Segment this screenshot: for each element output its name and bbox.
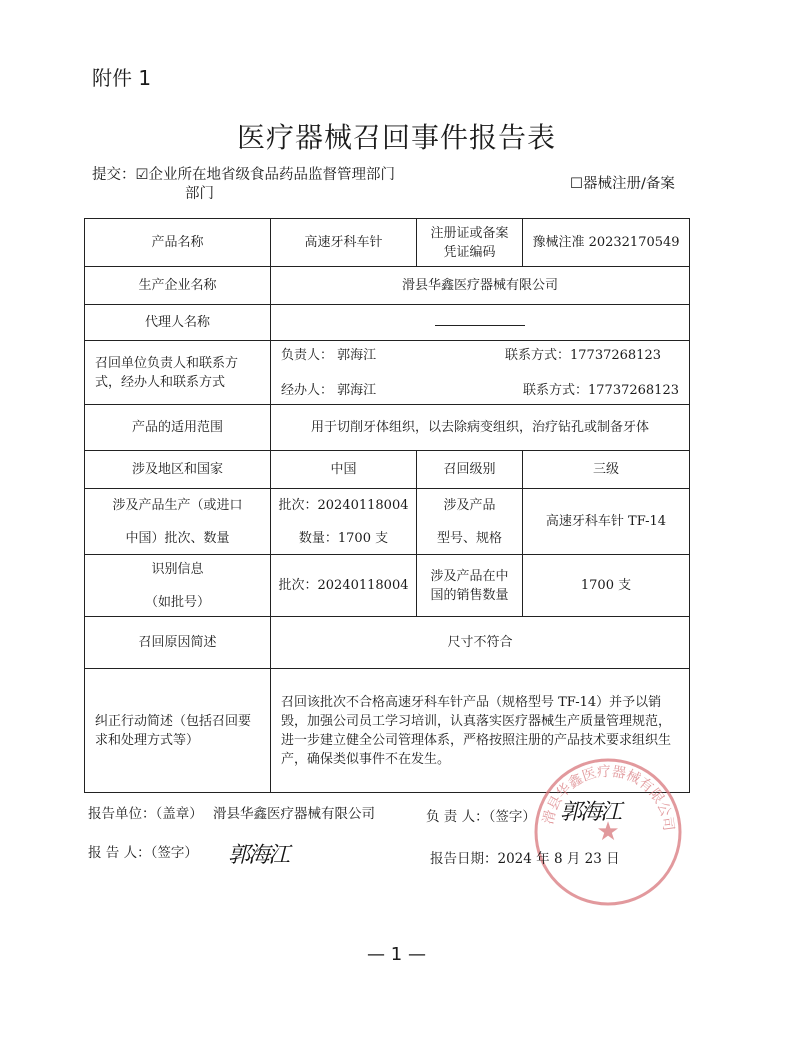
id-info-label-line1: 识别信息 xyxy=(151,561,204,577)
reg-no-value: 豫械注准 20232170549 xyxy=(523,219,690,267)
report-unit-label: 报告单位：（盖章） xyxy=(88,806,203,822)
handler-row xyxy=(277,381,683,400)
sales-label xyxy=(417,555,523,617)
submit-option-line2: 部门 xyxy=(185,186,214,202)
table-row xyxy=(85,617,690,669)
table-row xyxy=(85,341,690,405)
scope-label: 产品的适用范围 xyxy=(85,405,271,451)
recall-level-value: 三级 xyxy=(523,451,690,489)
table-row xyxy=(85,489,690,555)
report-unit-value: 滑县华鑫医疗器械有限公司 xyxy=(213,806,376,822)
agent-blank-line xyxy=(435,315,525,326)
table-row xyxy=(85,555,690,617)
table-row xyxy=(85,451,690,489)
batch-value xyxy=(271,489,417,555)
reg-no-label-line1: 注册证或备案 xyxy=(430,225,509,241)
report-date-label: 报告日期： xyxy=(430,851,498,867)
table-row xyxy=(85,267,690,305)
batch-quantity: 数量：1700 支 xyxy=(298,530,389,546)
model-label-line1: 涉及产品 xyxy=(443,497,496,513)
handler: 经办人： 郭海江 xyxy=(281,382,377,398)
report-date-value: 2024 年 8 月 23 日 xyxy=(497,851,620,867)
submit-label: 提交： xyxy=(92,167,136,183)
attachment-label: 附件 1 xyxy=(92,66,152,90)
manufacturer-value: 滑县华鑫医疗器械有限公司 xyxy=(271,267,690,305)
reason-value: 尺寸不符合 xyxy=(271,617,690,669)
report-date-row xyxy=(430,847,620,867)
registration-option[interactable]: ☐器械注册/备案 xyxy=(570,176,675,192)
product-name-value: 高速牙科车针 xyxy=(271,219,417,267)
page-title: 医疗器械召回事件报告表 xyxy=(236,121,556,154)
manufacturer-label: 生产企业名称 xyxy=(85,267,271,305)
submit-option-provincial[interactable]: ☑企业所在地省级食品药品监督管理部门 xyxy=(135,167,395,183)
model-label-line2: 型号、规格 xyxy=(436,530,502,546)
sales-value: 1700 支 xyxy=(523,555,690,617)
batch-label-line1: 涉及产品生产（或进口 xyxy=(112,497,243,513)
person-in-charge: 负责人： 郭海江 xyxy=(281,347,377,363)
batch-label xyxy=(85,489,271,555)
region-label: 涉及地区和国家 xyxy=(85,451,271,489)
reason-label: 召回原因简述 xyxy=(85,617,271,669)
page-number: — 1 — xyxy=(367,944,426,965)
sales-label-line1: 涉及产品在中 xyxy=(430,568,509,584)
seal-star-icon: ★ xyxy=(596,817,620,847)
model-value: 高速牙科车针 TF-14 xyxy=(523,489,690,555)
handler-contact: 联系方式：17737268123 xyxy=(523,382,679,398)
reporter-signature: 郭海江 xyxy=(228,843,289,868)
responsible-signature: 郭海江 xyxy=(560,800,621,825)
contact-value xyxy=(271,341,690,405)
corrective-label: 纠正行动简述（包括召回要求和处理方式等） xyxy=(85,669,271,793)
person-contact: 联系方式：17737268123 xyxy=(505,347,661,363)
agent-value xyxy=(271,305,690,341)
table-row xyxy=(85,219,690,267)
company-seal xyxy=(528,752,688,912)
corrective-value: 召回该批次不合格高速牙科车针产品（规格型号 TF-14）并予以销毁，加强公司员工学习培训，认真落实医疗器械生产质量管理规范，进一步建立健全公司管理体系，严格按照注册的产品技术要求组织生产，确保类似事件不在发生。 xyxy=(271,669,690,793)
scope-value: 用于切削牙体组织，以去除病变组织，治疗钻孔或制备牙体 xyxy=(271,405,690,451)
contact-label: 召回单位负责人和联系方式，经办人和联系方式 xyxy=(85,341,271,405)
person-in-charge-row xyxy=(277,346,683,365)
id-info-label xyxy=(85,555,271,617)
seal-text: 滑县华鑫医疗器械有限公司 xyxy=(540,763,677,832)
batch-no: 批次：20240118004 xyxy=(278,497,409,513)
responsible-label: 负 责 人：（签字） xyxy=(426,809,536,825)
reg-no-label xyxy=(417,219,523,267)
product-name-label: 产品名称 xyxy=(85,219,271,267)
report-unit-row xyxy=(88,802,375,822)
reporter-label: 报 告 人：（签字） xyxy=(88,845,198,861)
agent-label: 代理人名称 xyxy=(85,305,271,341)
id-info-value: 批次：20240118004 xyxy=(271,555,417,617)
region-value: 中国 xyxy=(271,451,417,489)
submit-section xyxy=(92,166,395,204)
recall-report-table xyxy=(84,218,690,793)
batch-label-line2: 中国）批次、数量 xyxy=(125,530,230,546)
sales-label-line2: 国的销售数量 xyxy=(430,587,509,603)
recall-level-label: 召回级别 xyxy=(417,451,523,489)
table-row xyxy=(85,305,690,341)
reg-no-label-line2: 凭证编码 xyxy=(443,244,496,260)
table-row xyxy=(85,405,690,451)
id-info-label-line2: （如批号） xyxy=(144,594,210,610)
model-label xyxy=(417,489,523,555)
